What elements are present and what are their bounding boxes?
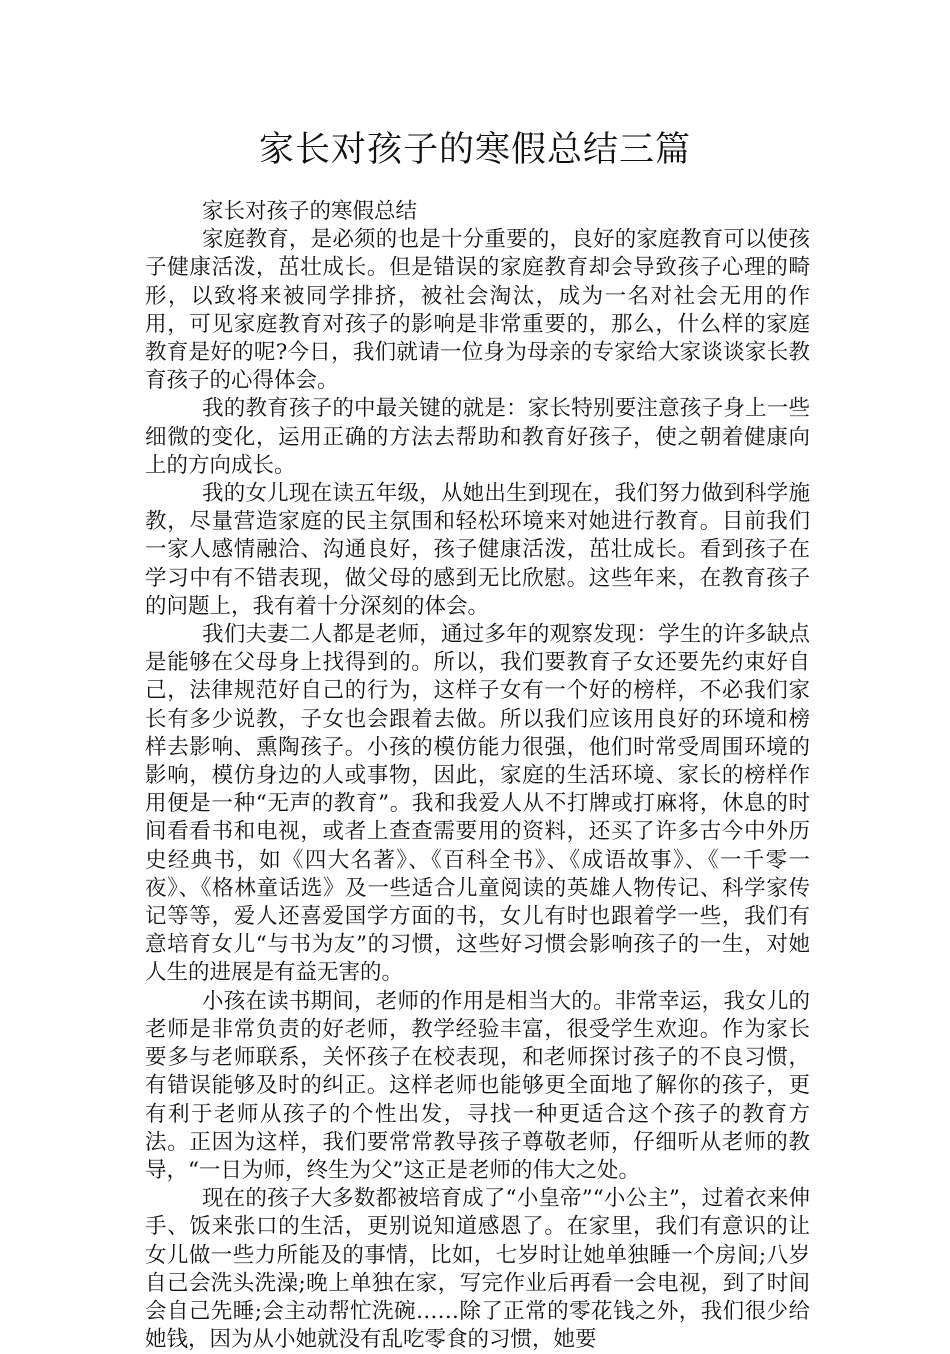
body-paragraph: 小孩在读书期间，老师的作用是相当大的。非常幸运，我女儿的老师是非常负责的好老师，教学经验丰富，很受学生欢迎。作为家长要多与老师联系，关怀孩子在校表现，和老师探讨孩子的不良习惯，有错误能够及时的纠正。这样老师也能够更全面地了解你的孩子，更有利于老师从孩子的个性出发，寻找一种更适合这个孩子的教育方法。正因为这样，我们要常常教导孩子尊敬老师，仔细听从老师的教导，“一日为师，终生为父”这正是老师的伟大之处。 <box>145 988 810 1183</box>
subtitle-paragraph: 家长对孩子的寒假总结 <box>202 199 418 224</box>
body-paragraph: 我的教育孩子的中最关键的就是：家长特别要注意孩子身上一些细微的变化，运用正确的方法去帮助和教育好孩子，使之朝着健康向上的方向成长。 <box>145 396 810 478</box>
body-paragraph: 现在的孩子大多数都被培育成了“小皇帝”“小公主”，过着衣来伸手、饭来张口的生活，更别说知道感恩了。在家里，我们有意识的让女儿做一些力所能及的事情，比如，七岁时让她单独睡一个房间;八岁自己会洗头洗澡;晚上单独在家，写完作业后再看一会电视，到了时间会自己先睡;会主动帮忙洗碗……除了正常的零花钱之外，我们很少给她钱，因为从小她就没有乱吃零食的习惯，她要 <box>145 1186 810 1353</box>
body-paragraph: 我们夫妻二人都是老师，通过多年的观察发现：学生的许多缺点是能够在父母身上找得到的。所以，我们要教育子女还要先约束好自己，法律规范好自己的行为，这样子女有一个好的榜样，不必我们家长有多少说教，子女也会跟着去做。所以我们应该用良好的环境和榜样去影响、熏陶孩子。小孩的模仿能力很强，他们时常受周围环境的影响，模仿身边的人或事物，因此，家庭的生活环境、家长的榜样作用便是一种“无声的教育”。我和我爱人从不打牌或打麻将，休息的时间看看书和电视，或者上查查需要用的资料，还买了许多古今中外历史经典书，如《四大名著》、《百科全书》、《成语故事》、《一千零一夜》、《格林童话选》及一些适合儿童阅读的英雄人物传记、科学家传记等等，爱人还喜爱国学方面的书，女儿有时也跟着学一些，我们有意培育女儿“与书为友”的习惯，这些好习惯会影响孩子的一生，对她人生的进展是有益无害的。 <box>145 622 810 986</box>
document-title: 家长对孩子的寒假总结三篇 <box>258 130 691 170</box>
document-body <box>145 198 810 1354</box>
body-paragraph: 我的女儿现在读五年级，从她出生到现在，我们努力做到科学施教，尽量营造家庭的民主氛围和轻松环境来对她进行教育。目前我们一家人感情融洽、沟通良好，孩子健康活泼，茁壮成长。看到孩子在学习中有不错表现，做父母的感到无比欣慰。这些年来，在教育孩子的问题上，我有着十分深刻的体会。 <box>145 481 810 619</box>
body-paragraph: 家庭教育，是必须的也是十分重要的，良好的家庭教育可以使孩子健康活泼，茁壮成长。但是错误的家庭教育却会导致孩子心理的畸形，以致将来被同学排挤，被社会淘汰，成为一名对社会无用的作用，可见家庭教育对孩子的影响是非常重要的，那么，什么样的家庭教育是好的呢?今日，我们就请一位身为母亲的专家给大家谈谈家长教育孩子的心得体会。 <box>145 227 810 394</box>
